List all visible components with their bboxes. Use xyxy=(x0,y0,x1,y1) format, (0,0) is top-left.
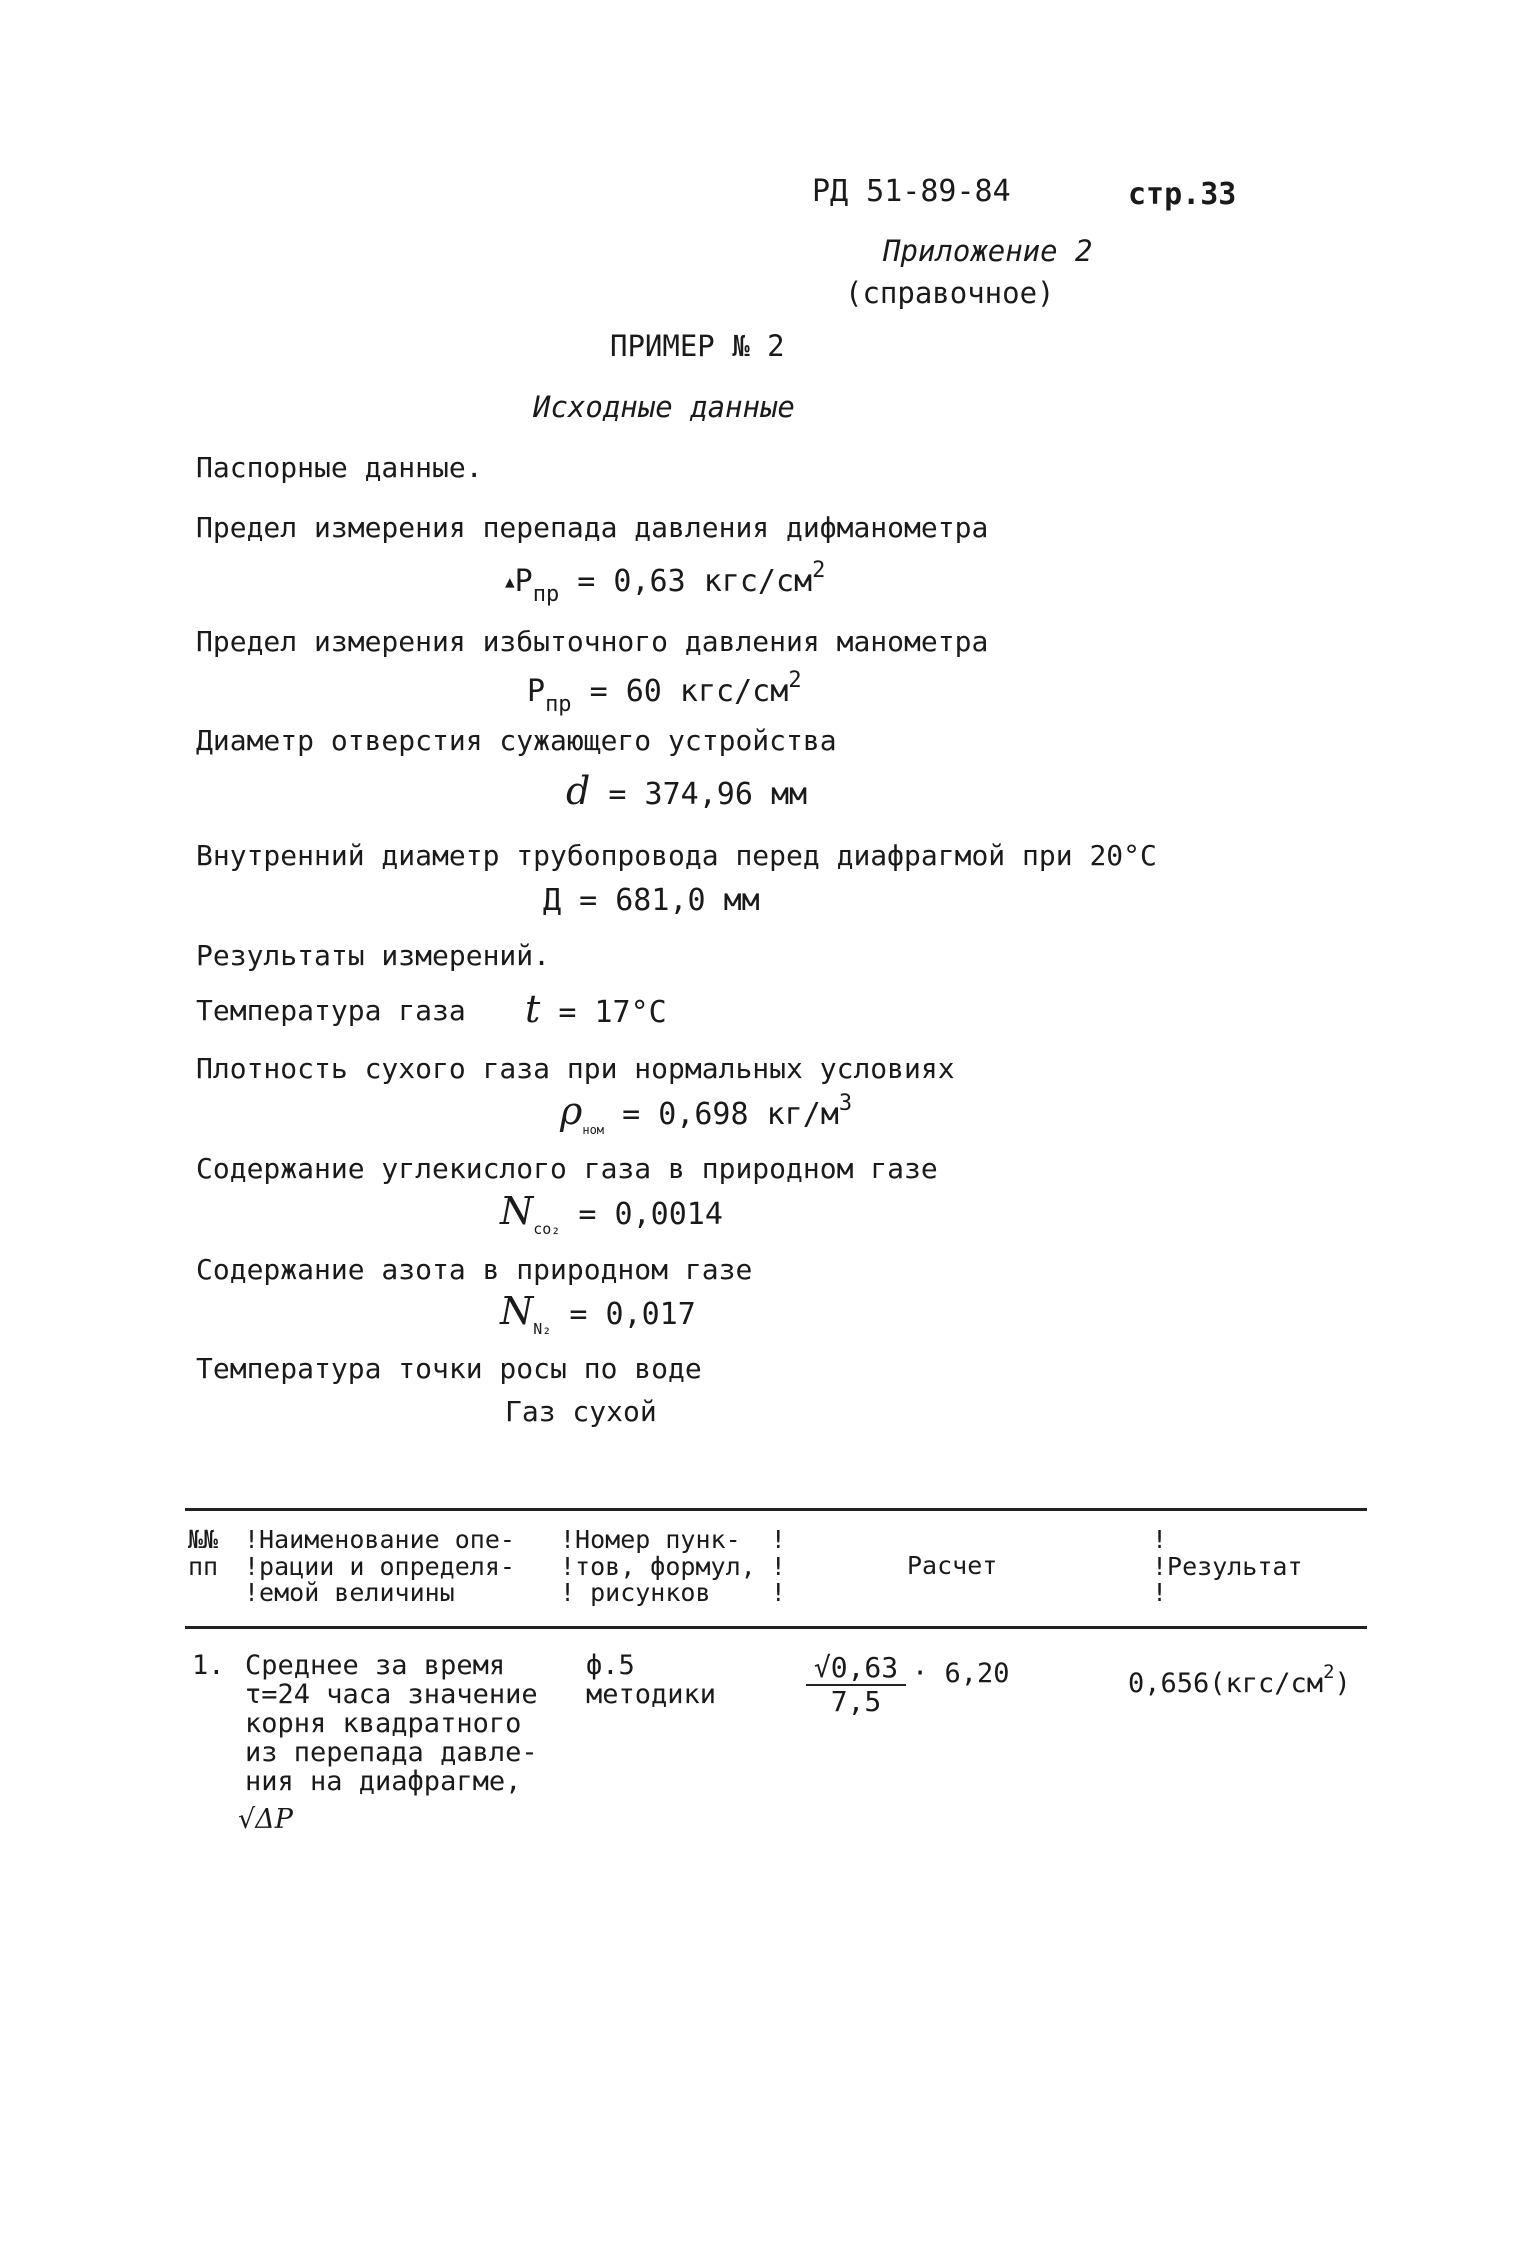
row-1-operation: Среднее за время τ=24 часа значение корня квадратного из перепада давле- ния на диафрагме, xyxy=(245,1650,538,1797)
param-5-formula: t = 17°С xyxy=(525,987,667,1031)
param-6-label: Плотность сухого газа при нормальных условиях xyxy=(196,1052,955,1085)
param-4-label: Внутренний диаметр трубопровода перед диафрагмой при 20°С xyxy=(196,839,1157,872)
results-heading: Результаты измерений. xyxy=(196,939,551,972)
table-header-reference: !Номер пунк- ! !тов, формул, ! ! рисунков ! xyxy=(560,1525,786,1607)
param-8-formula: $N_{N_2} = 0,017$ xyxy=(500,1289,696,1338)
fraction-numerator: √0,63 xyxy=(806,1652,906,1686)
row-1-calculation-fraction xyxy=(806,1652,906,1718)
param-1-label: Предел измерения перепада давления дифманометра xyxy=(196,511,989,544)
param-5-label: Температура газа xyxy=(196,994,466,1027)
param-9-value: Газ сухой xyxy=(505,1395,657,1428)
row-1-calculation-multiplier: · 6,20 xyxy=(912,1658,1010,1689)
row-1-reference: ф.5 методики xyxy=(586,1650,717,1710)
param-6-formula: $\rho_{ном} = 0,698$ $кг/м^3$ xyxy=(560,1089,853,1137)
appendix-title: Приложение 2 xyxy=(883,234,1093,268)
param-8-label: Содержание азота в природном газе xyxy=(196,1253,753,1286)
param-4-formula: Д = 681,0 мм xyxy=(543,883,760,918)
initial-data-heading: Исходные данные xyxy=(533,390,795,424)
sqrt-delta-p-symbol: √ΔP xyxy=(238,1804,293,1835)
fraction-denominator: 7,5 xyxy=(830,1685,882,1719)
row-1-result: $0,656(кгс/см^2)$ xyxy=(1128,1661,1351,1699)
table-header-result: ! !Результат ! xyxy=(1152,1525,1303,1607)
delta-icon: ▲ xyxy=(505,572,515,591)
table-header-calculation: Расчет xyxy=(907,1551,998,1580)
param-3-formula: d = 374,96 мм xyxy=(566,769,808,813)
table-top-rule xyxy=(185,1508,1367,1511)
param-3-label: Диаметр отверстия сужающего устройства xyxy=(196,724,837,757)
param-2-formula: $Р_{пр} = 60$ кгс/$см^2$ xyxy=(527,668,802,717)
table-header-operation: !Наименование опе- !рации и определя- !емой величины xyxy=(244,1525,515,1607)
document-code: РД 51-89-84 xyxy=(812,174,1011,209)
table-header-rule xyxy=(185,1626,1367,1629)
param-1-formula: $▲Р_{пр} = 0,63$ кгс/$см^2$ xyxy=(505,558,826,607)
page-number: стр.33 xyxy=(1128,177,1237,212)
row-1-number: 1. xyxy=(192,1650,225,1681)
param-2-label: Предел измерения избыточного давления манометра xyxy=(196,625,989,658)
example-title: ПРИМЕР № 2 xyxy=(610,329,785,363)
param-7-label: Содержание углекислого газа в природном газе xyxy=(196,1152,938,1185)
table-header-number: №№ пп xyxy=(188,1525,219,1581)
param-9-label: Температура точки росы по воде xyxy=(196,1352,702,1385)
appendix-note: (справочное) xyxy=(845,276,1055,310)
param-7-formula: $N_{co_2} = 0,0014$ xyxy=(500,1189,723,1238)
passport-data-heading: Паспорные данные. xyxy=(196,451,483,484)
